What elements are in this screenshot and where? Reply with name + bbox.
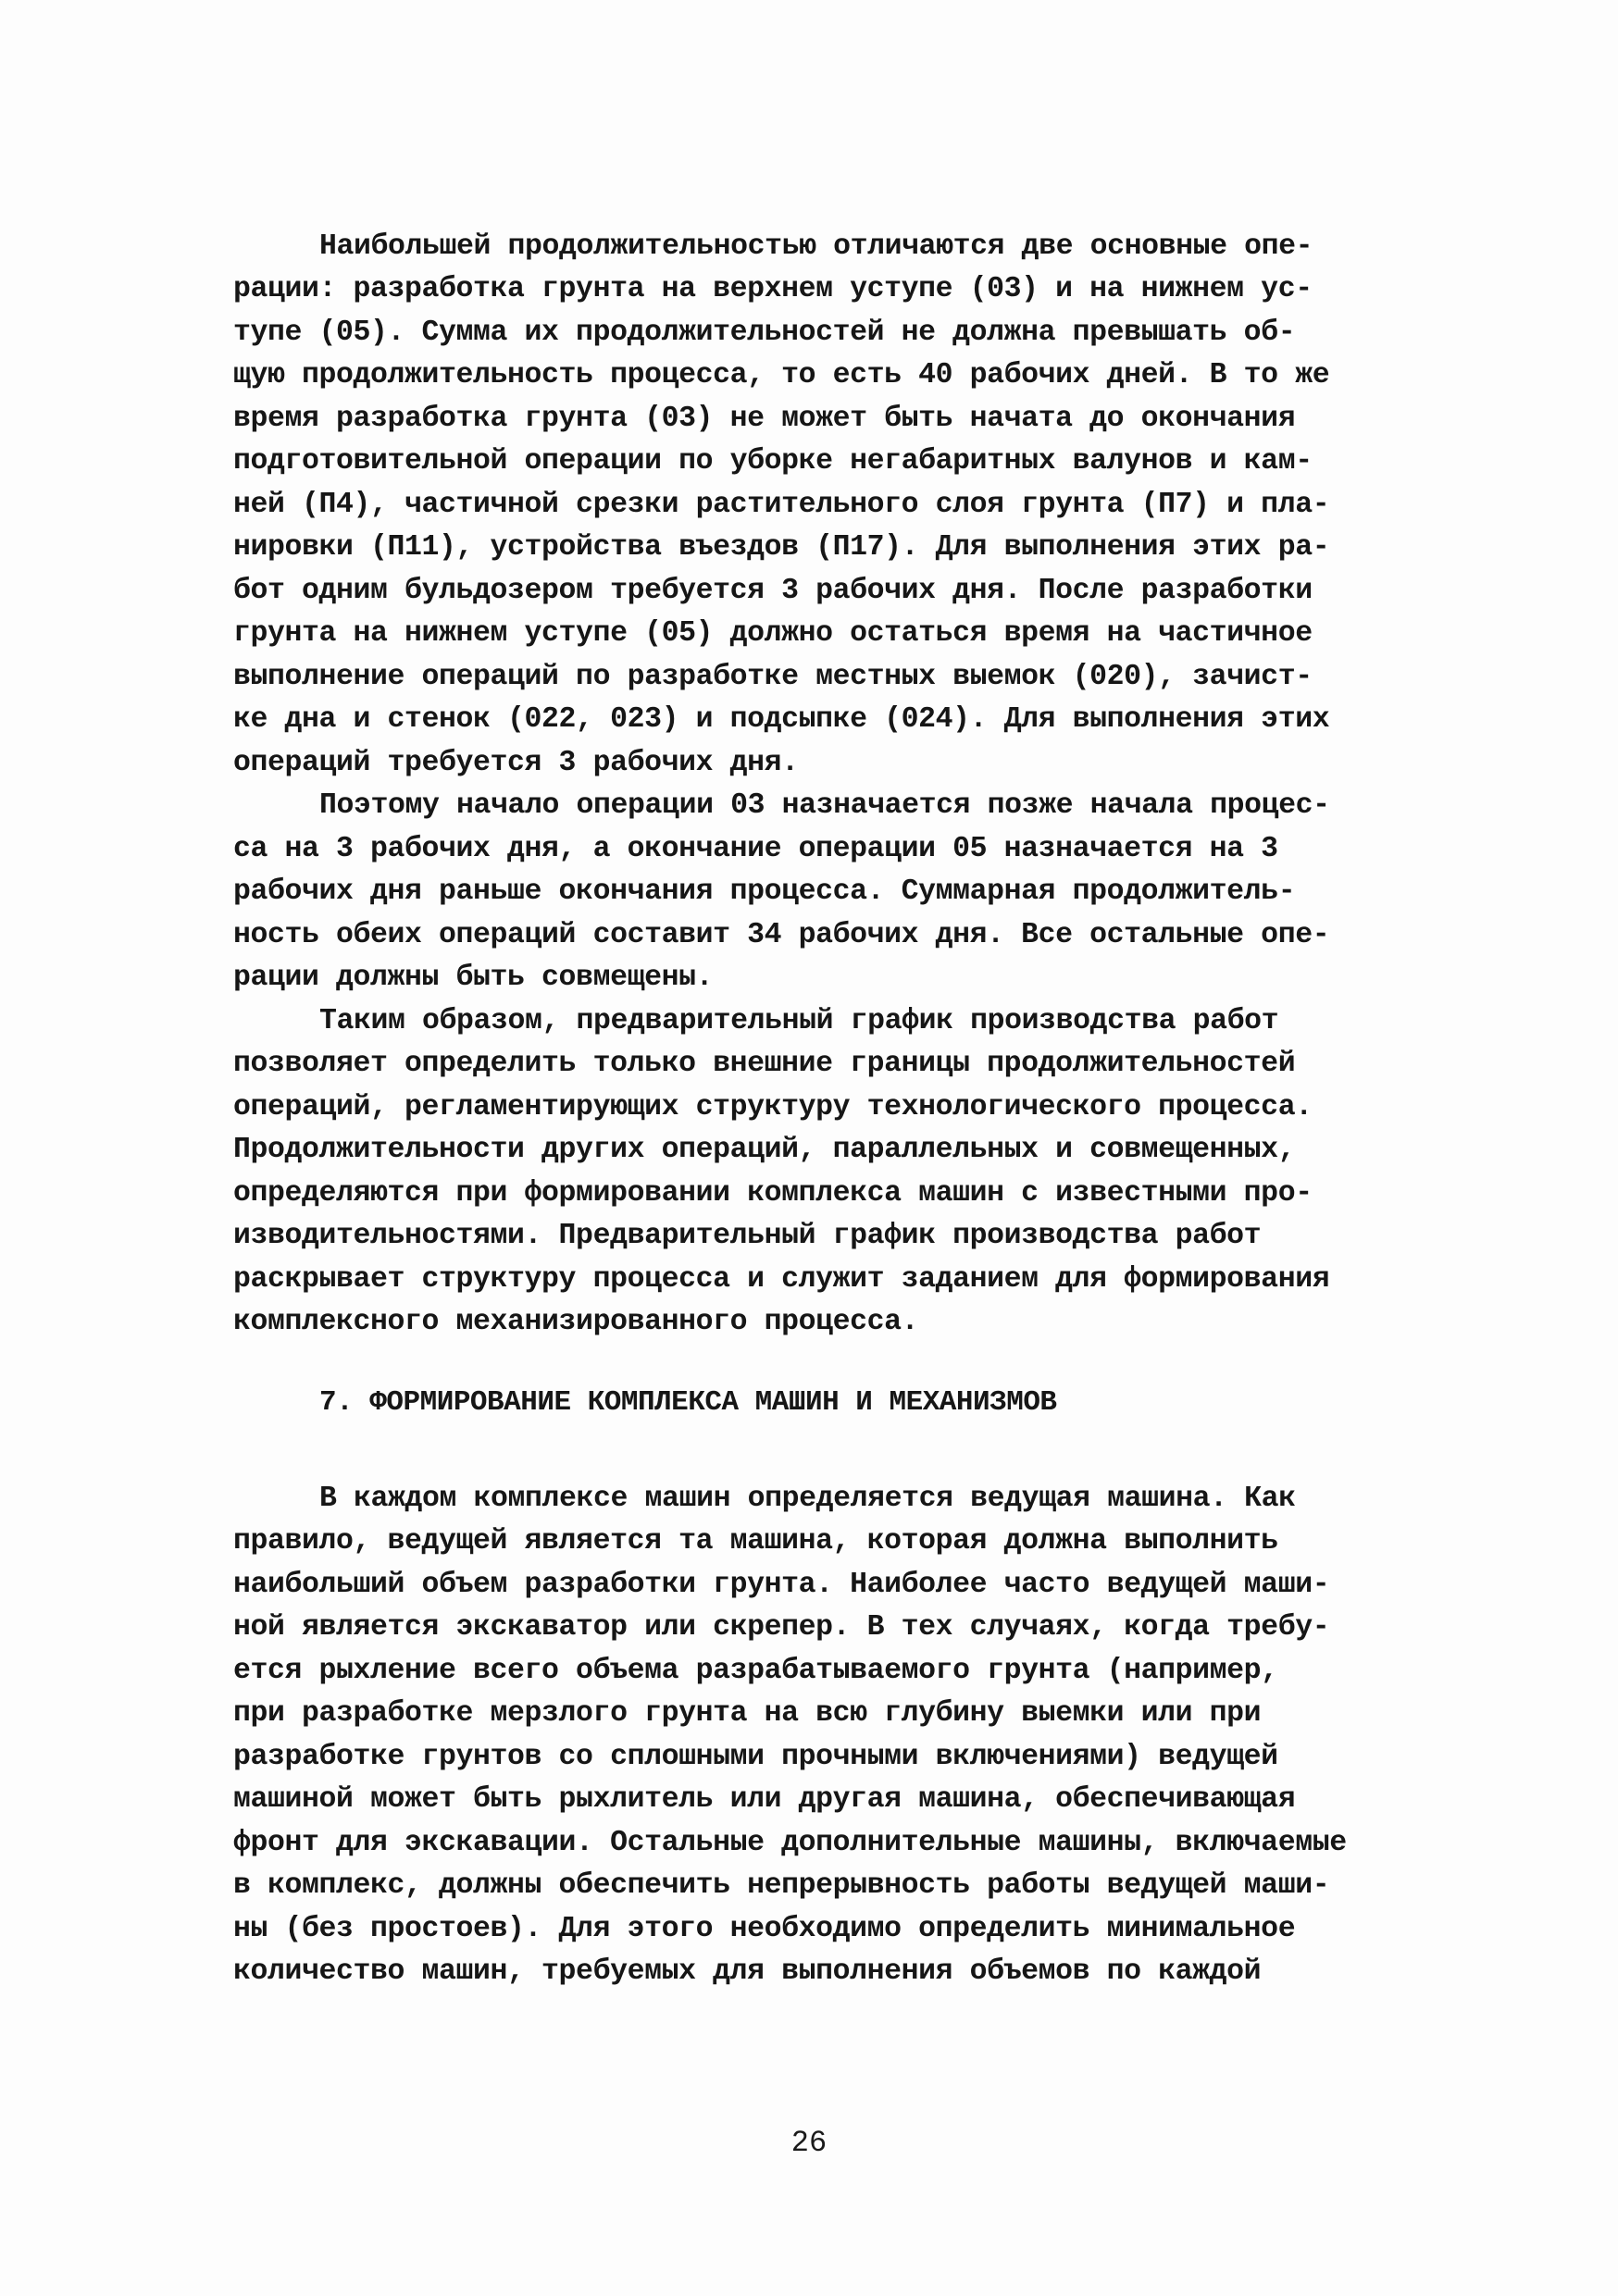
paragraph-line: ется рыхление всего объема разрабатываемого грунта (например,: [233, 1655, 1278, 1687]
paragraph-line: выполнение операций по разработке местных выемок (020), зачист-: [233, 661, 1313, 693]
paragraph-line: время разработка грунта (03) не может быть начата до окончания: [233, 403, 1296, 435]
paragraph-line: раскрывает структуру процесса и служит заданием для формирования: [233, 1263, 1330, 1296]
paragraph-line: разработке грунтов со сплошными прочными включениями) ведущей: [233, 1741, 1278, 1773]
paragraph-line: тупе (05). Сумма их продолжительностей не должна превышать об-: [233, 316, 1296, 349]
paragraph-line: ке дна и стенок (022, 023) и подсыпке (024). Для выполнения этих: [233, 703, 1330, 736]
paragraph-line: Поэтому начало операции 03 назначается позже начала процес-: [319, 789, 1330, 822]
paragraph-line: Наибольшей продолжительностью отличаются две основные опе-: [319, 230, 1313, 263]
paragraph-line: ней (П4), частичной срезки растительного слоя грунта (П7) и пла-: [233, 489, 1330, 521]
paragraph-line: ность обеих операций составит 34 рабочих дня. Все остальные опе-: [233, 919, 1330, 951]
paragraph-line: наибольший объем разработки грунта. Наиболее часто ведущей маши-: [233, 1569, 1330, 1601]
paragraph-line: Таким образом, предварительный график производства работ: [319, 1005, 1279, 1037]
section-heading: 7. ФОРМИРОВАНИЕ КОМПЛЕКСА МАШИН И МЕХАНИЗМОВ: [319, 1386, 1057, 1419]
paragraph-line: подготовительной операции по уборке негабаритных валунов и кам-: [233, 445, 1313, 478]
paragraph-line: рации должны быть совмещены.: [233, 962, 714, 994]
paragraph-line: позволяет определить только внешние границы продолжительностей: [233, 1048, 1296, 1080]
paragraph-line: комплексного механизированного процесса.: [233, 1306, 919, 1338]
paragraph-line: рабочих дня раньше окончания процесса. Суммарная продолжитель-: [233, 875, 1296, 908]
paragraph-line: правило, ведущей является та машина, которая должна выполнить: [233, 1525, 1278, 1558]
paragraph-line: определяются при формировании комплекса машин с известными про-: [233, 1177, 1313, 1210]
paragraph-line: количество машин, требуемых для выполнения объемов по каждой: [233, 1955, 1262, 1988]
paragraph-line: в комплекс, должны обеспечить непрерывность работы ведущей маши-: [233, 1869, 1330, 1902]
page-number: 26: [790, 2126, 828, 2160]
paragraph-line: рации: разработка грунта на верхнем уступе (03) и на нижнем ус-: [233, 273, 1313, 305]
paragraph-line: фронт для экскавации. Остальные дополнительные машины, включаемые: [233, 1827, 1347, 1859]
paragraph-line: са на 3 рабочих дня, а окончание операции 05 назначается на 3: [233, 833, 1278, 865]
paragraph-line: операций, регламентирующих структуру технологического процесса.: [233, 1091, 1313, 1123]
paragraph-line: грунта на нижнем уступе (05) должно остаться время на частичное: [233, 617, 1313, 650]
paragraph-line: бот одним бульдозером требуется 3 рабочих дня. После разработки: [233, 575, 1313, 607]
paragraph-line: щую продолжительность процесса, то есть 40 рабочих дней. В то же: [233, 359, 1330, 391]
paragraph-line: нировки (П11), устройства въездов (П17). Для выполнения этих ра-: [233, 531, 1330, 564]
paragraph-line: ны (без простоев). Для этого необходимо определить минимальное: [233, 1913, 1296, 1945]
paragraph-line: В каждом комплексе машин определяется ведущая машина. Как: [319, 1483, 1296, 1515]
paragraph-line: Продолжительности других операций, параллельных и совмещенных,: [233, 1134, 1296, 1166]
paragraph-line: операций требуется 3 рабочих дня.: [233, 747, 799, 779]
paragraph-line: машиной может быть рыхлитель или другая машина, обеспечивающая: [233, 1783, 1296, 1816]
paragraph-line: при разработке мерзлого грунта на всю глубину выемки или при: [233, 1697, 1262, 1730]
paragraph-line: изводительностями. Предварительный график производства работ: [233, 1220, 1262, 1252]
paragraph-line: ной является экскаватор или скрепер. В тех случаях, когда требу-: [233, 1611, 1330, 1644]
